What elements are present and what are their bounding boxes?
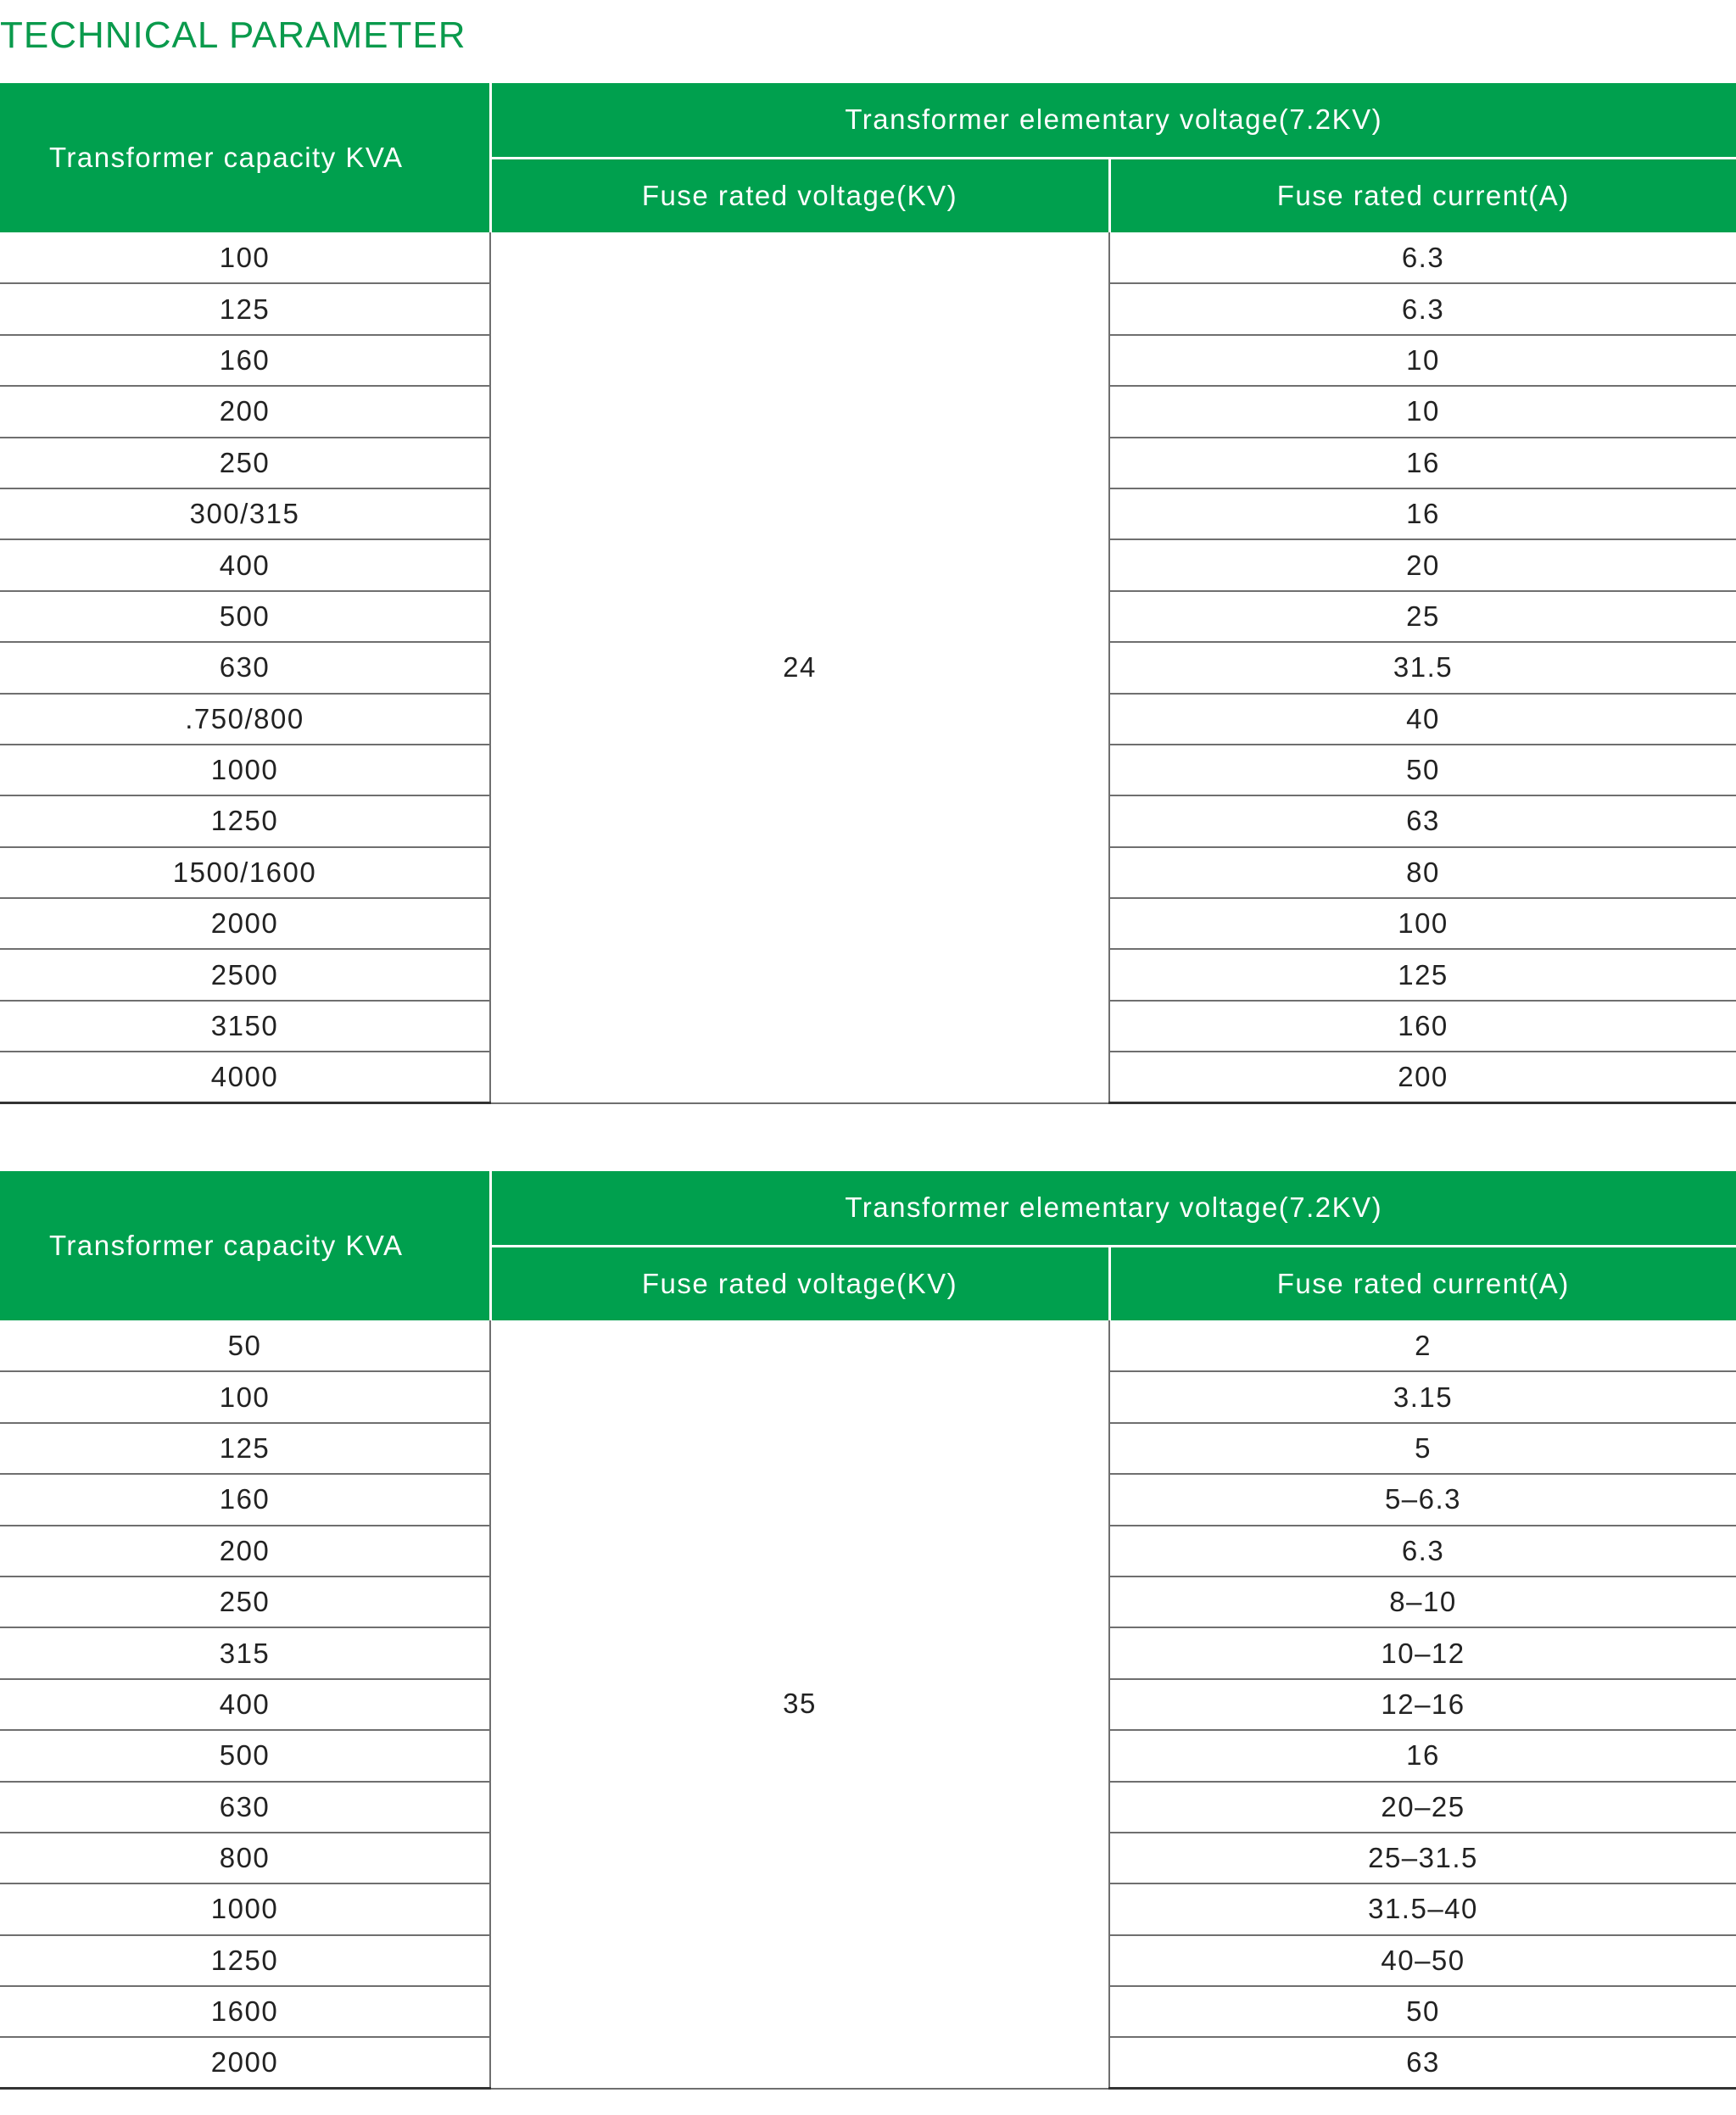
fuse-current-cell: 6.3 [1109, 283, 1736, 334]
capacity-cell: 2000 [0, 2037, 490, 2088]
fuse-current-cell: 63 [1109, 795, 1736, 846]
capacity-cell: 100 [0, 1371, 490, 1422]
fuse-current-cell: 25–31.5 [1109, 1833, 1736, 1883]
elementary-voltage-header: Transformer elementary voltage(7.2KV) [490, 83, 1736, 158]
header-row-top [0, 83, 1736, 158]
capacity-cell: 50 [0, 1320, 490, 1371]
capacity-cell: 1250 [0, 1935, 490, 1986]
fuse-current-cell: 50 [1109, 745, 1736, 795]
capacity-cell: 1000 [0, 745, 490, 795]
capacity-cell: 315 [0, 1627, 490, 1678]
capacity-cell: 500 [0, 591, 490, 642]
fuse-current-cell: 5–6.3 [1109, 1474, 1736, 1525]
fuse-current-cell: 16 [1109, 1730, 1736, 1781]
capacity-cell: 630 [0, 642, 490, 693]
capacity-column-header: Transformer capacity KVA [0, 83, 490, 232]
fuse-voltage-column-header: Fuse rated voltage(KV) [490, 1246, 1109, 1320]
spec-table-35kv [0, 1171, 1736, 2090]
fuse-current-cell: 40–50 [1109, 1935, 1736, 1986]
fuse-current-cell: 6.3 [1109, 1526, 1736, 1576]
capacity-column-header: Transformer capacity KVA [0, 1171, 490, 1320]
fuse-current-cell: 160 [1109, 1001, 1736, 1052]
capacity-cell: 1250 [0, 795, 490, 846]
capacity-cell: 250 [0, 438, 490, 488]
capacity-cell: 2500 [0, 949, 490, 1000]
fuse-current-cell: 50 [1109, 1986, 1736, 2037]
fuse-current-cell: 40 [1109, 694, 1736, 745]
elementary-voltage-header: Transformer elementary voltage(7.2KV) [490, 1171, 1736, 1246]
fuse-voltage-column-header: Fuse rated voltage(KV) [490, 158, 1109, 232]
capacity-cell: 300/315 [0, 488, 490, 539]
table-body [0, 232, 1736, 1103]
capacity-cell: 400 [0, 539, 490, 590]
fuse-current-column-header: Fuse rated current(A) [1109, 1246, 1736, 1320]
fuse-current-cell: 10–12 [1109, 1627, 1736, 1678]
table-row [0, 232, 1736, 283]
fuse-voltage-cell: 24 [490, 232, 1109, 1103]
capacity-cell: 630 [0, 1782, 490, 1833]
fuse-current-cell: 6.3 [1109, 232, 1736, 283]
capacity-cell: 200 [0, 386, 490, 437]
fuse-current-cell: 100 [1109, 898, 1736, 949]
fuse-current-cell: 20–25 [1109, 1782, 1736, 1833]
fuse-current-cell: 12–16 [1109, 1679, 1736, 1730]
page-title: TECHNICAL PARAMETER [0, 14, 466, 56]
fuse-current-column-header: Fuse rated current(A) [1109, 158, 1736, 232]
capacity-cell: 160 [0, 335, 490, 386]
spec-table-24kv [0, 83, 1736, 1104]
fuse-current-cell: 16 [1109, 488, 1736, 539]
fuse-current-cell: 8–10 [1109, 1576, 1736, 1627]
header-row-top [0, 1171, 1736, 1246]
fuse-current-cell: 3.15 [1109, 1371, 1736, 1422]
fuse-current-cell: 5 [1109, 1423, 1736, 1474]
capacity-cell: 1000 [0, 1883, 490, 1934]
capacity-cell: 160 [0, 1474, 490, 1525]
fuse-current-cell: 25 [1109, 591, 1736, 642]
fuse-current-cell: 2 [1109, 1320, 1736, 1371]
capacity-cell: 1600 [0, 1986, 490, 2037]
capacity-cell: 4000 [0, 1052, 490, 1102]
capacity-cell: 100 [0, 232, 490, 283]
capacity-cell: 125 [0, 283, 490, 334]
capacity-cell: 1500/1600 [0, 847, 490, 898]
fuse-current-cell: 10 [1109, 335, 1736, 386]
capacity-cell: 125 [0, 1423, 490, 1474]
fuse-current-cell: 16 [1109, 438, 1736, 488]
table-row [0, 1320, 1736, 1371]
fuse-current-cell: 63 [1109, 2037, 1736, 2088]
fuse-current-cell: 10 [1109, 386, 1736, 437]
fuse-current-cell: 20 [1109, 539, 1736, 590]
capacity-cell: 2000 [0, 898, 490, 949]
fuse-current-cell: 125 [1109, 949, 1736, 1000]
capacity-cell: 500 [0, 1730, 490, 1781]
fuse-current-cell: 31.5 [1109, 642, 1736, 693]
capacity-cell: 3150 [0, 1001, 490, 1052]
capacity-cell: 800 [0, 1833, 490, 1883]
fuse-current-cell: 80 [1109, 847, 1736, 898]
fuse-voltage-cell: 35 [490, 1320, 1109, 2089]
fuse-current-cell: 200 [1109, 1052, 1736, 1102]
capacity-cell: .750/800 [0, 694, 490, 745]
capacity-cell: 250 [0, 1576, 490, 1627]
capacity-cell: 200 [0, 1526, 490, 1576]
table-body [0, 1320, 1736, 2089]
fuse-current-cell: 31.5–40 [1109, 1883, 1736, 1934]
capacity-cell: 400 [0, 1679, 490, 1730]
